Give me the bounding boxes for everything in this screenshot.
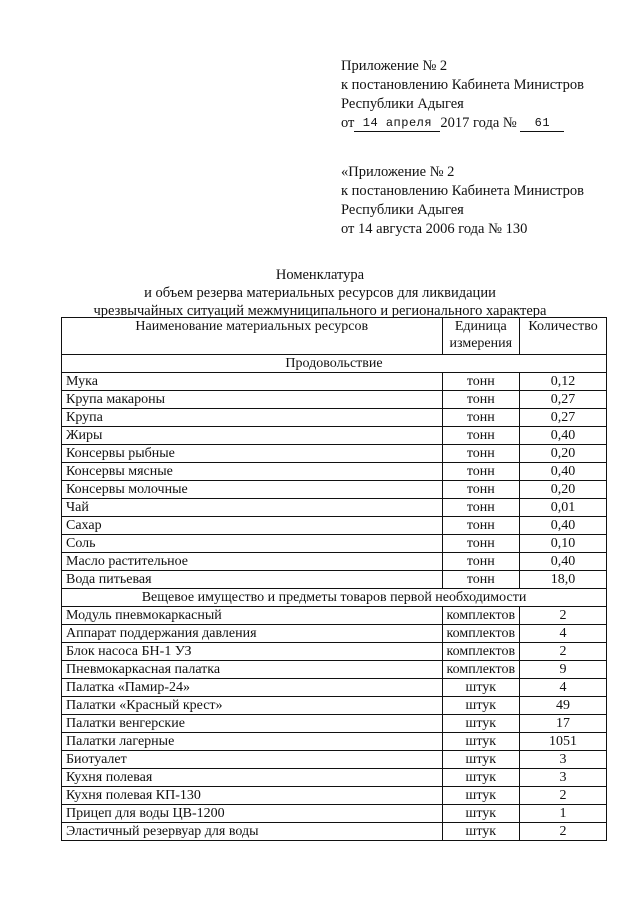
cell-qty: 17 bbox=[520, 715, 607, 733]
table-row bbox=[62, 733, 607, 751]
cell-unit: штук bbox=[442, 805, 520, 823]
cell-unit: штук bbox=[442, 679, 520, 697]
cell-qty: 0,20 bbox=[520, 445, 607, 463]
cell-name: Модуль пневмокаркасный bbox=[62, 607, 443, 625]
cell-unit: тонн bbox=[442, 535, 520, 553]
cell-unit: тонн bbox=[442, 391, 520, 409]
table-row bbox=[62, 805, 607, 823]
header-qty: Количество bbox=[520, 318, 607, 355]
cell-qty: 2 bbox=[520, 787, 607, 805]
cell-name: Биотуалет bbox=[62, 751, 443, 769]
section-goods-label: Вещевое имущество и предметы товаров первой необходимости bbox=[62, 589, 607, 607]
table-row bbox=[62, 625, 607, 643]
cell-name: Прицеп для воды ЦВ-1200 bbox=[62, 805, 443, 823]
table-row bbox=[62, 517, 607, 535]
cell-unit: тонн bbox=[442, 409, 520, 427]
table-row bbox=[62, 481, 607, 499]
original-republic-label: Республики Адыгея bbox=[341, 202, 464, 218]
cell-unit: тонн bbox=[442, 553, 520, 571]
cell-qty: 0,40 bbox=[520, 553, 607, 571]
cell-unit: комплектов bbox=[442, 643, 520, 661]
table-body bbox=[62, 355, 607, 841]
cell-qty: 1 bbox=[520, 805, 607, 823]
cell-unit: тонн bbox=[442, 463, 520, 481]
table-row bbox=[62, 697, 607, 715]
cell-qty: 0,12 bbox=[520, 373, 607, 391]
cell-name: Сахар bbox=[62, 517, 443, 535]
table-row bbox=[62, 391, 607, 409]
table-row bbox=[62, 607, 607, 625]
table-row bbox=[62, 715, 607, 733]
cell-name: Кухня полевая bbox=[62, 769, 443, 787]
cell-name: Аппарат поддержания давления bbox=[62, 625, 443, 643]
cell-unit: штук bbox=[442, 823, 520, 841]
cell-qty: 0,27 bbox=[520, 391, 607, 409]
approval-block bbox=[341, 57, 584, 133]
cell-qty: 0,40 bbox=[520, 427, 607, 445]
date-suffix: 2017 года № bbox=[440, 115, 517, 131]
cell-qty: 0,27 bbox=[520, 409, 607, 427]
table-row bbox=[62, 787, 607, 805]
document-title bbox=[0, 266, 640, 320]
cell-name: Консервы рыбные bbox=[62, 445, 443, 463]
cell-qty: 4 bbox=[520, 625, 607, 643]
header-name: Наименование материальных ресурсов bbox=[62, 318, 443, 355]
cell-unit: штук bbox=[442, 733, 520, 751]
cell-unit: штук bbox=[442, 697, 520, 715]
cell-unit: комплектов bbox=[442, 661, 520, 679]
original-annex-block bbox=[341, 163, 584, 239]
cell-unit: комплектов bbox=[442, 607, 520, 625]
table-row bbox=[62, 769, 607, 787]
title-line-2: и объем резерва материальных ресурсов для ликвидации bbox=[144, 285, 496, 301]
table-row bbox=[62, 373, 607, 391]
table-row bbox=[62, 823, 607, 841]
cell-unit: штук bbox=[442, 769, 520, 787]
handwritten-date: 14 апреля bbox=[354, 116, 440, 132]
cell-qty: 3 bbox=[520, 751, 607, 769]
cell-name: Чай bbox=[62, 499, 443, 517]
cell-name: Соль bbox=[62, 535, 443, 553]
cell-name: Жиры bbox=[62, 427, 443, 445]
table-row bbox=[62, 571, 607, 589]
cell-name: Консервы молочные bbox=[62, 481, 443, 499]
cell-qty: 0,40 bbox=[520, 517, 607, 535]
cell-name: Палатки лагерные bbox=[62, 733, 443, 751]
cell-unit: тонн bbox=[442, 499, 520, 517]
table-row bbox=[62, 661, 607, 679]
cell-name: Масло растительное bbox=[62, 553, 443, 571]
cell-unit: комплектов bbox=[442, 625, 520, 643]
cell-name: Палатка «Памир-24» bbox=[62, 679, 443, 697]
table-row bbox=[62, 445, 607, 463]
cell-qty: 2 bbox=[520, 607, 607, 625]
table-row bbox=[62, 535, 607, 553]
cell-unit: тонн bbox=[442, 481, 520, 499]
original-date-label: от 14 августа 2006 года № 130 bbox=[341, 221, 528, 237]
table-row bbox=[62, 751, 607, 769]
cell-unit: штук bbox=[442, 715, 520, 733]
table-row bbox=[62, 679, 607, 697]
section-row-food bbox=[62, 355, 607, 373]
original-resolution-label: к постановлению Кабинета Министров bbox=[341, 183, 585, 199]
section-row-goods bbox=[62, 589, 607, 607]
title-line-1: Номенклатура bbox=[275, 267, 365, 283]
approval-date-line bbox=[341, 114, 584, 133]
cell-qty: 0,01 bbox=[520, 499, 607, 517]
approval-republic-label: Республики Адыгея bbox=[341, 96, 464, 112]
cell-qty: 49 bbox=[520, 697, 607, 715]
original-annex-label: «Приложение № 2 bbox=[341, 164, 455, 180]
cell-name: Кухня полевая КП-130 bbox=[62, 787, 443, 805]
cell-qty: 1051 bbox=[520, 733, 607, 751]
table-row bbox=[62, 553, 607, 571]
table-row bbox=[62, 409, 607, 427]
cell-unit: тонн bbox=[442, 373, 520, 391]
cell-name: Пневмокаркасная палатка bbox=[62, 661, 443, 679]
cell-name: Палатки венгерские bbox=[62, 715, 443, 733]
table-header-row bbox=[62, 318, 607, 355]
handwritten-number: 61 bbox=[520, 116, 564, 132]
title-line-3: чрезвычайных ситуаций межмуниципального и регионального характера bbox=[93, 303, 547, 319]
cell-name: Вода питьевая bbox=[62, 571, 443, 589]
cell-name: Крупа макароны bbox=[62, 391, 443, 409]
cell-qty: 3 bbox=[520, 769, 607, 787]
cell-name: Мука bbox=[62, 373, 443, 391]
header-unit: Единица измерения bbox=[442, 318, 520, 355]
approval-resolution-label: к постановлению Кабинета Министров bbox=[341, 77, 585, 93]
table-row bbox=[62, 427, 607, 445]
cell-qty: 2 bbox=[520, 643, 607, 661]
cell-qty: 4 bbox=[520, 679, 607, 697]
cell-unit: тонн bbox=[442, 517, 520, 535]
resources-table bbox=[61, 317, 607, 841]
cell-name: Эластичный резервуар для воды bbox=[62, 823, 443, 841]
table-row bbox=[62, 499, 607, 517]
cell-qty: 0,40 bbox=[520, 463, 607, 481]
table-row bbox=[62, 463, 607, 481]
cell-unit: тонн bbox=[442, 571, 520, 589]
cell-unit: штук bbox=[442, 751, 520, 769]
cell-unit: штук bbox=[442, 787, 520, 805]
cell-name: Консервы мясные bbox=[62, 463, 443, 481]
cell-qty: 0,20 bbox=[520, 481, 607, 499]
cell-name: Крупа bbox=[62, 409, 443, 427]
cell-qty: 0,10 bbox=[520, 535, 607, 553]
cell-name: Блок насоса БН-1 УЗ bbox=[62, 643, 443, 661]
approval-annex-label: Приложение № 2 bbox=[341, 58, 448, 74]
cell-qty: 18,0 bbox=[520, 571, 607, 589]
cell-unit: тонн bbox=[442, 445, 520, 463]
date-prefix: от bbox=[341, 115, 355, 131]
cell-qty: 2 bbox=[520, 823, 607, 841]
cell-qty: 9 bbox=[520, 661, 607, 679]
table-row bbox=[62, 643, 607, 661]
cell-unit: тонн bbox=[442, 427, 520, 445]
cell-name: Палатки «Красный крест» bbox=[62, 697, 443, 715]
section-food-label: Продовольствие bbox=[62, 355, 607, 373]
